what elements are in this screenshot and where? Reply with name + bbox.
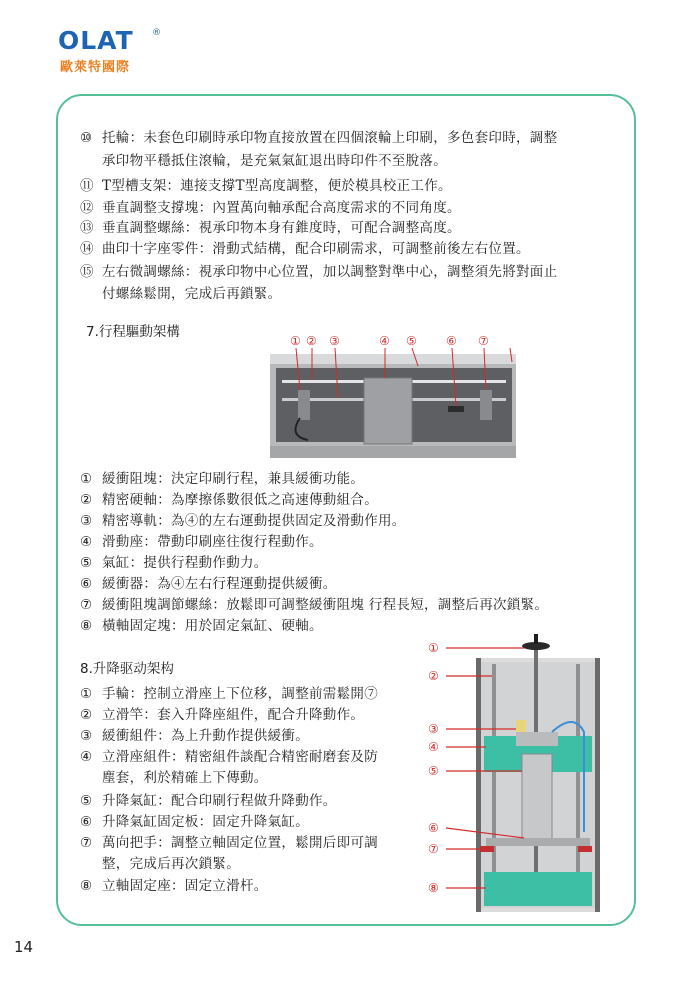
list-item: ④ 立滑座組件：精密組件談配合精密耐磨套及防 xyxy=(80,749,378,765)
list-item: ⑪ T型槽支架：連接支撐T型高度調整，便於模具校正工作。 xyxy=(80,178,452,194)
section-8-title: 8.升降驱动架构 xyxy=(80,661,174,677)
list-item: ⑦ 萬向把手：調整立軸固定位置，鬆開后即可調 xyxy=(80,835,378,851)
list-item: ⑮ 左右微調螺絲：視承印物中心位置，加以調整對準中心，調整須先將對面止 xyxy=(80,264,558,280)
section-7-title: 7.行程驅動架構 xyxy=(86,324,180,340)
callout-label: ⑦ xyxy=(428,842,439,856)
list-item: ① 手輪：控制立滑座上下位移，調整前需鬆開⑦ xyxy=(80,686,378,702)
slide-seat-top xyxy=(516,732,558,746)
registered-mark: ® xyxy=(152,28,161,38)
buffer-unit xyxy=(448,406,464,412)
lifting-drive-photo xyxy=(424,632,602,914)
buffer-unit xyxy=(516,720,526,734)
page-number: 14 xyxy=(14,938,34,956)
list-item: ⑤ 升降氣缸：配合印刷行程做升降動作。 xyxy=(80,793,337,809)
sliding-seat xyxy=(364,378,412,444)
list-item: ⑧ 立軸固定座：固定立滑杆。 xyxy=(80,878,268,894)
list-item: ③ 精密導軌：為④的左右運動提供固定及滑動作用。 xyxy=(80,513,406,529)
list-item: ⑬ 垂直調整螺絲：視承印物本身有錐度時，可配合調整高度。 xyxy=(80,220,461,236)
travel-drive-photo xyxy=(268,328,518,463)
company-logo xyxy=(58,26,178,76)
frame-post-right xyxy=(595,658,600,912)
callout-label: ① xyxy=(290,334,301,348)
logo-chinese-name: 歐萊特國際 xyxy=(60,60,131,75)
callout-label: ④ xyxy=(379,334,390,348)
photo-callout-labels xyxy=(428,641,439,895)
slide-rod-left xyxy=(492,664,496,892)
swivel-handle-right xyxy=(578,846,592,852)
list-item-continuation: 承印物平穩抵住滾輪，是充氣氣缸退出時印件不至脫落。 xyxy=(102,153,447,169)
list-item: ⑭ 曲印十字座零件：滑動式結構，配合印刷需求，可調整前後左右位置。 xyxy=(80,241,530,257)
callout-label: ② xyxy=(428,669,439,683)
list-item: ⑦ 緩衝阻塊調節螺絲：放鬆即可調整緩衝阻塊 行程長短，調整后再次鎖緊。 xyxy=(80,597,549,613)
frame-post-left xyxy=(476,658,481,912)
callout-label: ⑤ xyxy=(428,764,439,778)
slide-rod-right xyxy=(576,664,580,892)
handwheel-knob xyxy=(534,634,538,644)
machine-base xyxy=(270,446,516,458)
callout-label: ③ xyxy=(428,722,439,736)
logo-word: OLAT xyxy=(58,26,134,55)
list-item-continuation: 付螺絲鬆開，完成后再鎖緊。 xyxy=(102,286,282,302)
callout-label: ② xyxy=(306,334,317,348)
list-item: ⑤ 氣缸：提供行程動作動力。 xyxy=(80,555,268,571)
machine-top-rail xyxy=(270,354,516,364)
list-item: ② 精密硬軸：為摩擦係數很低之高速傳動組合。 xyxy=(80,492,378,508)
cylinder-fixing-plate xyxy=(486,838,590,846)
callout-label: ① xyxy=(428,641,439,655)
list-item-continuation: 整，完成后再次鎖緊。 xyxy=(102,856,240,872)
list-item: ⑥ 升降氣缸固定板：固定升降氣缸。 xyxy=(80,814,309,830)
list-item: ⑩ 托輪：未套色印刷時承印物直接放置在四個滾輪上印刷，多色套印時，調整 xyxy=(80,130,558,146)
callout-label: ⑦ xyxy=(478,334,489,348)
list-item: ⑥ 緩衝器：為④左右行程運動提供緩衝。 xyxy=(80,576,337,592)
buffer-block-left xyxy=(298,390,310,420)
list-item: ⑧ 橫軸固定塊：用於固定氣缸、硬軸。 xyxy=(80,618,323,634)
list-item: ③ 緩衝組件：為上升動作提供緩衝。 xyxy=(80,728,309,744)
list-item: ⑫ 垂直調整支撐塊：內置萬向軸承配合高度需求的不同角度。 xyxy=(80,200,461,216)
lift-cylinder xyxy=(522,754,552,840)
list-item: ① 緩衝阻塊：決定印刷行程，兼具緩衝功能。 xyxy=(80,471,365,487)
vertical-axis-base xyxy=(484,872,592,906)
list-item-continuation: 塵套，利於精確上下傳動。 xyxy=(102,770,268,786)
callout-label: ⑧ xyxy=(428,881,439,895)
photo-callout-labels xyxy=(290,334,489,348)
buffer-block-right xyxy=(480,390,492,420)
callout-label: ⑥ xyxy=(446,334,457,348)
callout-label: ⑤ xyxy=(406,334,417,348)
callout-label: ③ xyxy=(329,334,340,348)
swivel-handle-left xyxy=(480,846,494,852)
list-item: ② 立滑竿：套入升降座組件，配合升降動作。 xyxy=(80,707,365,723)
callout-label: ④ xyxy=(428,740,439,754)
list-item: ④ 滑動座：帶動印刷座往復行程動作。 xyxy=(80,534,323,550)
callout-label: ⑥ xyxy=(428,821,439,835)
